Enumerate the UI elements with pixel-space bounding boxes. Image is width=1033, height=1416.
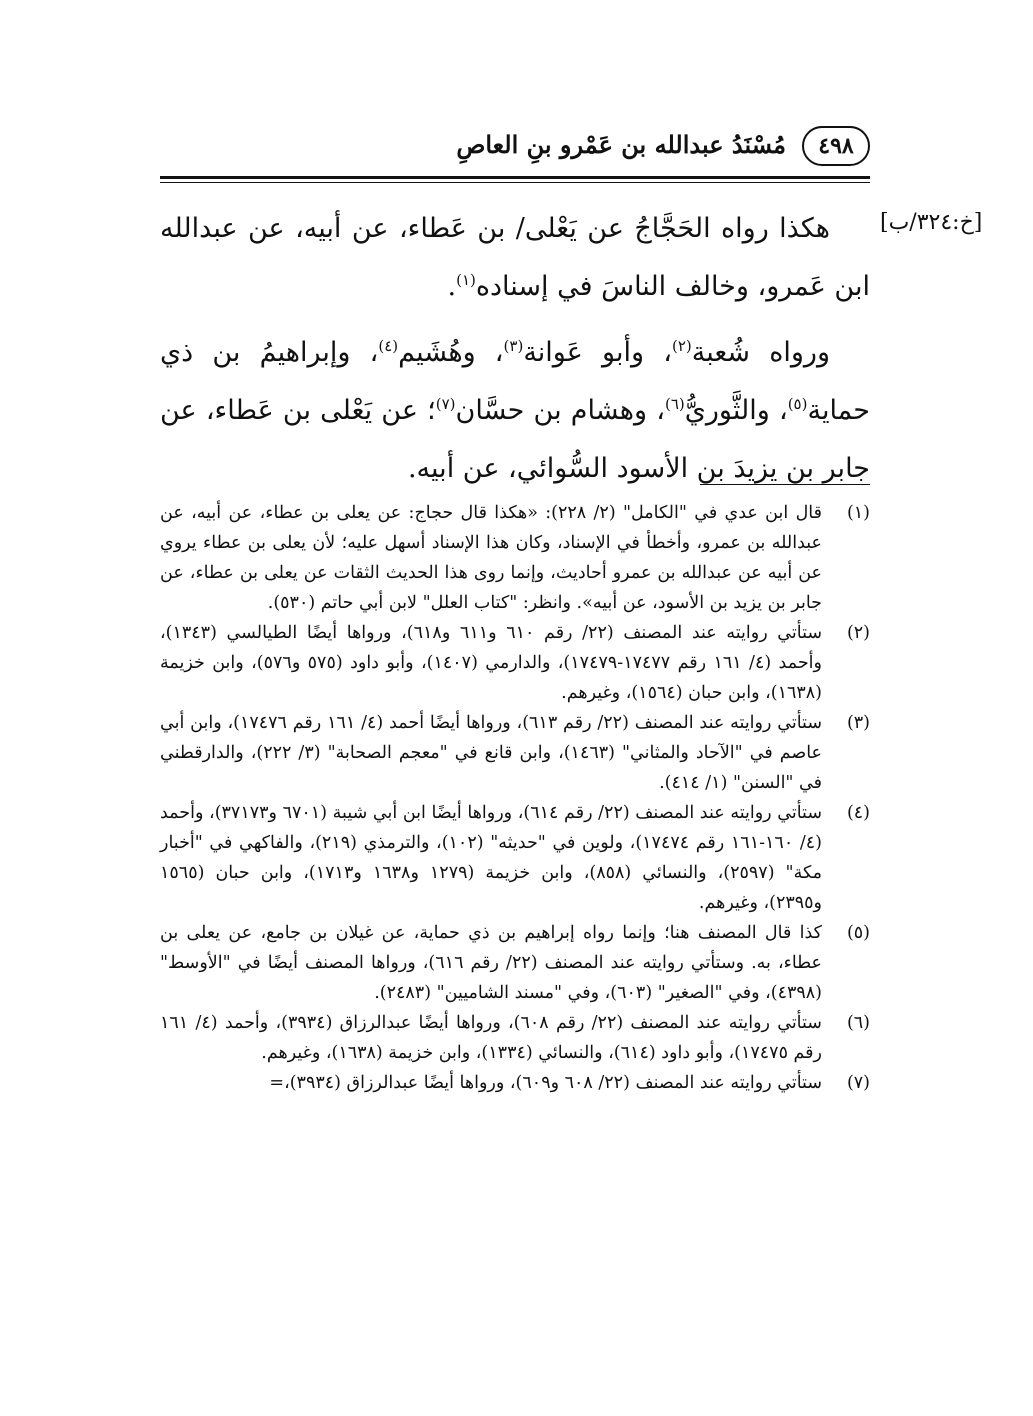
footnote-number: (٤) [846, 803, 870, 823]
page-number: ٤٩٨ [802, 126, 870, 166]
footnote-ref-3: (٣) [503, 337, 524, 355]
footnote-separator [700, 484, 870, 485]
footnote-ref-5: (٥) [787, 395, 808, 413]
footnote-number: (١) [846, 503, 870, 523]
p2-text-4: ، وإبراهيمُ بن ذي حماية [160, 337, 870, 426]
footnote-number: (٢) [846, 623, 870, 643]
footnote-2 [160, 618, 870, 708]
footnote-6 [160, 1008, 870, 1068]
running-title: مُسْنَدُ عبدالله بن عَمْرو بنِ العاصِ [456, 130, 786, 159]
footnote-number: (٣) [846, 713, 870, 733]
footnote-ref-6: (٦) [664, 395, 685, 413]
footnote-5 [160, 918, 870, 1008]
footnote-number: (٦) [846, 1013, 870, 1033]
footnotes [160, 498, 870, 1098]
footnote-ref-1: (١) [456, 271, 476, 289]
footnote-text: قال ابن عدي في "الكامل" (٢/ ٢٢٨): «هكذا قال حجاج: عن يعلى بن عطاء، عن أبيه، عن عبدالله بن عمرو، وأخطأ في الإسناد، وكان هذا الإسناد أسهل عليه؛ لأن يعلى بن عطاء يروي عن أبيه عن عبدالله بن عمرو أحاديث، وإنما روى هذا الحديث الثقات عن يعلى بن عطاء، عن جابر بن يزيد بن الأسود، عن أبيه». وانظر: "كتاب العلل" لابن أبي حاتم (٥٣٠). [160, 503, 822, 613]
header-rule-thin [160, 182, 870, 183]
footnote-text: ستأتي روايته عند المصنف (٢٢/ رقم ٦١٠ و٦١١ و٦١٨)، ورواها أيضًا الطيالسي (١٣٤٣)، وأحمد (٤/ ١٦١ رقم ١٧٤٧٧-١٧٤٧٩)، والدارمي (١٤٠٧)، وأبو داود (٥٧٥ و٥٧٦)، وابن خزيمة (١٦٣٨)، وابن حبان (١٥٦٤)، وغيرهم. [160, 623, 823, 703]
p1-text: هكذا رواه الحَجَّاجُ عن يَعْلى/ بن عَطاء، عن أبيه، عن عبدالله ابن عَمرو، وخالف الناسَ في إسناده [160, 213, 870, 302]
footnote-text: ستأتي روايته عند المصنف (٢٢/ رقم ٦١٤)، ورواها أيضًا ابن أبي شيبة (٦٧٠١ و٣٧١٧٣)، وأحمد (٤/ ١٦٠-١٦١ رقم ١٧٤٧٤)، ولوين في "حديثه" (١٠٢)، والترمذي (٢١٩)، والفاكهي في "أخبار مكة" (٢٥٩٧)، والنسائي (٨٥٨)، وابن خزيمة (١٢٧٩ و١٦٣٨ و١٧١٣)، وابن حبان (١٥٦٥ و٢٣٩٥)، وغيرهم. [160, 803, 822, 913]
footnote-1 [160, 498, 870, 618]
footnote-4 [160, 798, 870, 918]
p2-text-3: ، وهُشَيم [398, 337, 504, 368]
footnote-ref-2: (٢) [671, 337, 692, 355]
footnote-text: ستأتي روايته عند المصنف (٢٢/ رقم ٦١٣)، ورواها أيضًا أحمد (٤/ ١٦١ رقم ١٧٤٧٦)، وابن أبي عاصم في "الآحاد والمثاني" (١٤٦٣)، وابن قانع في "معجم الصحابة" (٣/ ٢٢٢)، والدارقطني في "السنن" (١/ ٤١٤). [160, 713, 823, 793]
footnote-text: ستأتي روايته عند المصنف (٢٢/ ٦٠٨ و٦٠٩)، ورواها أيضًا عبدالرزاق (٣٩٣٤)،= [269, 1073, 822, 1093]
page-header [160, 120, 870, 176]
footnote-7 [160, 1068, 870, 1098]
paragraph-1 [160, 200, 870, 316]
footnote-text: ستأتي روايته عند المصنف (٢٢/ رقم ٦٠٨)، ورواها أيضًا عبدالرزاق (٣٩٣٤)، وأحمد (٤/ ١٦١ رقم ١٧٤٧٥)، وأبو داود (٦١٤)، والنسائي (١٣٣٤)، وابن خزيمة (١٦٣٨)، وغيرهم. [160, 1013, 822, 1063]
p2-text-2: ، وأبو عَوانة [523, 337, 672, 368]
footnote-number: (٥) [846, 923, 870, 943]
footnote-text: كذا قال المصنف هنا؛ وإنما رواه إبراهيم بن ذي حماية، عن غيلان بن جامع، عن يعلى بن عطاء، به. وستأتي روايته عند المصنف (٢٢/ رقم ٦١٦)، ورواها المصنف أيضًا في "الأوسط" (٤٣٩٨)، وفي "الصغير" (٦٠٣)، وفي "مسند الشاميين" (٢٤٨٣). [160, 923, 822, 1003]
p1-end: . [447, 271, 457, 302]
footnote-ref-7: (٧) [435, 395, 456, 413]
p2-text-6: ، وهشام بن حسَّان [455, 395, 665, 426]
p2-text-1: ورواه شُعبة [691, 337, 830, 368]
header-rule-thick [160, 176, 870, 179]
manuscript-margin-reference: [خ:٣٢٤/ب] [880, 210, 983, 235]
paragraph-2 [160, 324, 870, 498]
footnote-ref-4: (٤) [378, 337, 399, 355]
p2-text-7: ؛ عن يَعْلى بن عَطاء، عن جابر بن يزيدَ بن الأسود السُّوائي، عن أبيه. [160, 395, 870, 484]
main-text [160, 200, 870, 506]
footnote-3 [160, 708, 870, 798]
footnote-number: (٧) [846, 1073, 870, 1093]
p2-text-5: ، والثَّوريُّ [684, 395, 788, 426]
